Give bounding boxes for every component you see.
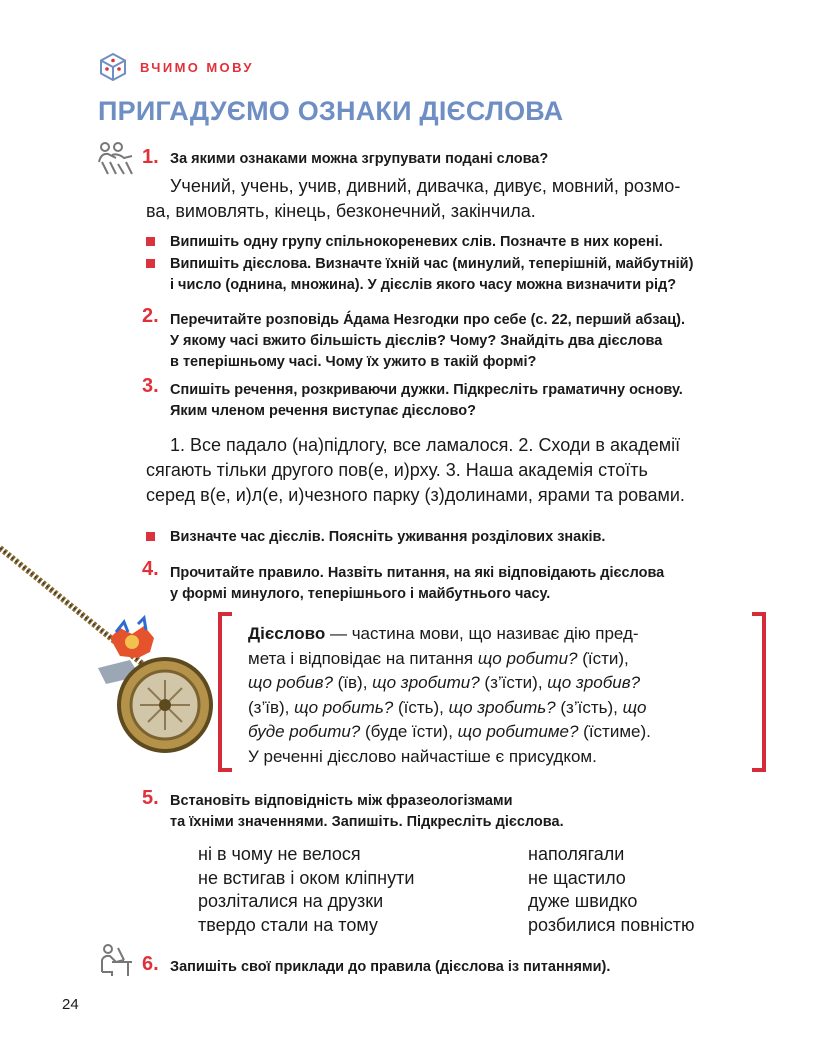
meaning-item: дуже швидко	[528, 891, 638, 911]
phrases-column	[198, 843, 414, 937]
rule-term: Дієслово	[248, 624, 326, 643]
task-6-number: 6.	[142, 953, 159, 975]
task-5-line1: Встановіть відповідність між фразеологізмами	[170, 793, 513, 809]
task-3-line1: Спишіть речення, розкриваючи дужки. Підкресліть граматичну основу.	[170, 382, 683, 398]
task-1-bullet-1: Випишіть одну групу спільнокореневих слів. Позначте в них корені.	[170, 234, 663, 250]
task-2-line3: в теперішньому часі. Чому їх ужито в такій формі?	[170, 354, 537, 370]
phrase-item: не встигав і оком кліпнути	[198, 867, 415, 888]
meaning-item: наполягали	[528, 844, 625, 864]
task-4-number: 4.	[142, 558, 159, 580]
task-2-number: 2.	[142, 305, 159, 327]
phrase-item: ні в чому не велося	[198, 844, 361, 864]
task-3-sentence-line1: 1. Все падало (на)підлогу, все ламалося. 2. Сходи в академії	[170, 435, 681, 455]
page-number: 24	[62, 996, 79, 1013]
rule-text: (їстиме).	[578, 722, 651, 741]
rule-question: що зробити?	[372, 673, 480, 692]
meaning-item: не щастило	[528, 867, 626, 888]
rule-bracket-left	[218, 612, 232, 772]
task-3-bullet: Визначте час дієслів. Поясніть уживання розділових знаків.	[170, 529, 606, 545]
rule-question: буде робити?	[248, 722, 361, 741]
bullet-marker	[146, 259, 155, 268]
page-title: ПРИГАДУЄМО ОЗНАКИ ДІЄСЛОВА	[98, 96, 564, 126]
rule-bracket-right	[752, 612, 766, 772]
pendulum-illustration	[0, 540, 215, 780]
meanings-column	[528, 843, 695, 937]
rule-question: що зробив?	[547, 673, 641, 692]
task-1-question: За якими ознаками можна згрупувати подані слова?	[170, 151, 549, 167]
rule-line	[248, 696, 736, 721]
rule-text: (буде їсти),	[360, 722, 458, 741]
rule-line	[248, 647, 736, 672]
rule-text: (їв),	[332, 673, 373, 692]
task-1-words-line1: Учений, учень, учив, дивний, дивачка, дивує, мовний, розмо-	[170, 176, 681, 196]
task-1-bullet-2-line2: і число (однина, множина). У дієслів якого часу можна визначити рід?	[170, 277, 677, 293]
cube-icon	[98, 52, 128, 82]
rule-text: (їсть),	[393, 697, 449, 717]
rule-question: що	[622, 697, 647, 717]
task-2-line2: У якому часі вжито більшість дієслів? Чому? Знайдіть два дієслова	[170, 333, 663, 349]
rule-question: що робив?	[248, 673, 333, 692]
task-3-number: 3.	[142, 375, 159, 397]
task-1-bullet-2-line1: Випишіть дієслова. Визначте їхній час (минулий, теперішній, майбутній)	[170, 256, 694, 272]
task-4-line1: Прочитайте правило. Назвіть питання, на які відповідають дієслова	[170, 565, 665, 581]
rule-question: що робитиме?	[457, 722, 579, 741]
group-work-icon	[96, 140, 140, 178]
task-1-number: 1.	[142, 146, 159, 168]
task-4-line2: у формі минулого, теперішнього і майбутнього часу.	[170, 586, 551, 602]
meaning-item: розбилися повністю	[528, 914, 695, 935]
task-1-words-line2: ва, вимовлять, кінець, безконечний, закінчила.	[146, 201, 536, 221]
bullet-marker	[146, 237, 155, 246]
writing-desk-icon	[98, 942, 136, 978]
rule-question: що робити?	[477, 648, 578, 668]
task-3-sentence-line2: сягають тільки другого пов(е, и)рху. 3. Наша академія стоїть	[146, 460, 648, 480]
rule-question: що зробить?	[448, 697, 556, 717]
task-5-line2: та їхніми значеннями. Запишіть. Підкресліть дієслова.	[170, 814, 564, 830]
rule-text: (з’їв),	[248, 697, 295, 717]
task-3-sentence-line3: серед в(е, и)л(е, и)чезного парку (з)долинами, ярами та ровами.	[146, 485, 685, 505]
rule-line	[248, 622, 736, 647]
task-3-line2: Яким членом речення виступає дієслово?	[170, 403, 476, 419]
rule-line: У реченні дієслово найчастіше є присудком.	[248, 746, 597, 766]
rule-text: (з’їсть),	[555, 697, 623, 717]
rule-text: мета і відповідає на питання	[248, 648, 478, 668]
rule-line	[248, 671, 736, 696]
rule-text: (їсти),	[577, 648, 629, 668]
rule-question: що робить?	[294, 697, 394, 717]
phrase-item: твердо стали на тому	[198, 914, 378, 935]
task-5-number: 5.	[142, 787, 159, 809]
rule-line	[248, 720, 736, 745]
task-2-line1: Перечитайте розповідь Áдама Незгодки про себе (с. 22, перший абзац).	[170, 312, 686, 328]
rule-text: — частина мови, що називає дію пред-	[325, 624, 639, 643]
rule-text: (з’їсти),	[479, 673, 548, 692]
task-6-text: Запишіть свої приклади до правила (дієслова із питаннями).	[170, 959, 611, 975]
rule-definition	[248, 622, 736, 769]
section-label: ВЧИМО МОВУ	[140, 60, 254, 75]
phrase-item: розліталися на друзки	[198, 891, 384, 911]
